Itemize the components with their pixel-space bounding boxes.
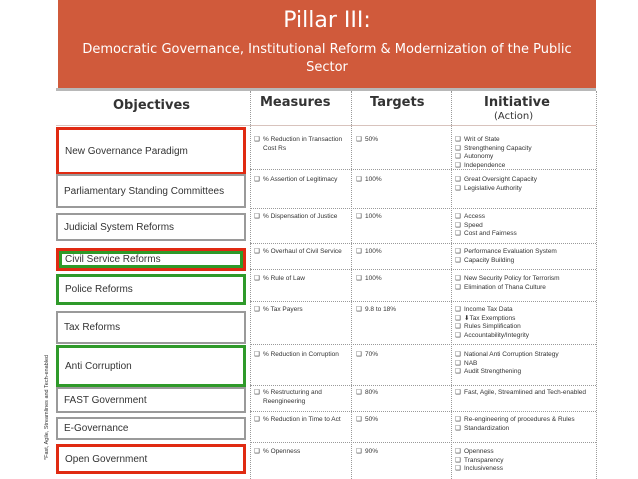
header-separator [56,125,596,126]
initiative-cell-text: Openness [464,448,494,455]
initiative-cell-text: Capacity Building [464,256,515,264]
checkbox-bullet-icon: ❑ [455,136,461,143]
initiative-cell-item [455,306,595,315]
checkbox-bullet-icon: ❑ [455,221,461,229]
checkbox-bullet-icon: ❑ [455,465,461,472]
measure-cell-item [254,213,349,222]
target-cell-item [356,136,448,145]
initiative-cell-text: Elimination of Thana Culture [464,283,546,291]
checkbox-bullet-icon: ❑ [254,275,260,282]
initiative-cell-item [455,389,595,398]
objective-box [56,417,246,440]
checkbox-bullet-icon: ❑ [254,248,260,255]
measure-cell [254,448,349,457]
initiative-cell-item [455,315,595,324]
objective-box [56,274,246,305]
objective-box [56,127,246,175]
initiative-cell [455,416,595,433]
initiative-cell-item [455,323,595,332]
column-divider [451,91,452,479]
checkbox-bullet-icon: ❑ [455,416,461,423]
checkbox-bullet-icon: ❑ [254,351,260,358]
measure-cell-text: % Reduction in Corruption [263,351,339,358]
initiative-cell-item [455,332,595,341]
initiative-cell-text: Fast, Agile, Streamlined and Tech-enabled [464,389,587,396]
checkbox-bullet-icon: ❑ [254,213,260,220]
target-cell [356,306,448,315]
target-cell [356,351,448,360]
initiative-cell-item [455,284,595,293]
measure-cell-text: % Reduction in Time to Act [263,416,341,423]
initiative-cell [455,248,595,265]
initiative-cell-text: Transparency [464,456,504,464]
checkbox-bullet-icon: ❑ [254,306,260,313]
objective-label: New Governance Paradigm [65,145,188,157]
checkbox-bullet-icon: ❑ [455,448,461,455]
initiative-cell-text: NAB [464,359,478,367]
initiative-cell-item [455,176,595,185]
side-note-text: *Fast, Agile, Streamlines and Tech-enabled [44,354,50,460]
initiative-cell [455,136,595,170]
measure-cell [254,248,349,257]
objective-label: Anti Corruption [65,360,132,372]
checkbox-bullet-icon: ❑ [455,351,461,358]
initiative-cell-item [455,448,595,457]
measure-cell-item [254,389,349,406]
target-cell-item [356,448,448,457]
measure-cell-text: % Restructuring and Reengineering [263,389,322,405]
measure-cell-item [254,306,349,315]
initiative-cell-item [455,136,595,145]
target-cell [356,416,448,425]
row-divider [250,344,596,345]
checkbox-bullet-icon: ❑ [356,389,362,396]
checkbox-bullet-icon: ❑ [455,424,461,432]
target-cell-text: 100% [365,176,382,183]
initiative-cell-text: Great Oversight Capacity [464,176,537,183]
initiative-cell-item [455,457,595,466]
objective-label: Parliamentary Standing Committees [64,185,225,197]
initiative-cell-item [455,162,595,171]
initiative-cell-text: ⬇Tax Exemptions [464,314,516,322]
checkbox-bullet-icon: ❑ [455,314,461,322]
measure-cell [254,306,349,315]
measure-cell-text: % Reduction in Transaction Cost Rs [263,136,343,152]
target-cell [356,389,448,398]
checkbox-bullet-icon: ❑ [455,256,461,264]
checkbox-bullet-icon: ❑ [455,323,461,330]
initiative-cell-item [455,360,595,369]
checkbox-bullet-icon: ❑ [356,213,362,220]
header-initiative-sub: (Action) [494,111,534,122]
initiative-cell-text: Cost and Fairness [464,230,517,237]
initiative-cell-text: Inclusiveness [464,465,504,472]
target-cell [356,448,448,457]
row-divider [250,269,596,270]
objective-label: Civil Service Reforms [65,254,161,265]
row-divider [250,243,596,244]
pillar-subtitle: Democratic Governance, Institutional Reform & Modernization of the Public Sector [82,42,572,75]
initiative-cell-text: Independence [464,161,506,169]
target-cell-item [356,351,448,360]
initiative-cell-text: Re-engineering of procedures & Rules [464,416,575,423]
objective-box [56,213,246,241]
header-initiative: Initiative [484,95,550,110]
initiative-cell-text: National Anti Corruption Strategy [464,351,559,358]
target-cell-text: 100% [365,213,382,220]
initiative-cell-text: Autonomy [464,153,494,160]
checkbox-bullet-icon: ❑ [356,448,362,455]
objective-label: E-Governance [64,423,129,434]
target-cell-item [356,416,448,425]
target-cell-text: 50% [365,136,379,143]
measure-cell [254,389,349,406]
checkbox-bullet-icon: ❑ [254,176,260,183]
target-cell [356,213,448,222]
objective-box [56,311,246,344]
measure-cell-text: % Dispensation of Justice [263,213,338,220]
checkbox-bullet-icon: ❑ [356,306,362,313]
title-banner [58,0,596,88]
checkbox-bullet-icon: ❑ [455,275,461,282]
checkbox-bullet-icon: ❑ [455,389,461,396]
column-divider [351,91,352,479]
initiative-cell-text: New Security Policy for Terrorism [464,275,560,282]
measure-cell-text: % Assertion of Legitimacy [263,176,338,183]
target-cell-item [356,389,448,398]
initiative-cell-text: Speed [464,221,483,229]
header-divider [56,88,596,91]
checkbox-bullet-icon: ❑ [356,351,362,358]
objective-box [56,345,246,387]
objective-box [56,248,246,271]
checkbox-bullet-icon: ❑ [455,331,461,339]
measure-cell [254,416,349,425]
checkbox-bullet-icon: ❑ [455,161,461,169]
initiative-cell [455,448,595,474]
row-divider [250,385,596,386]
initiative-cell-item [455,185,595,194]
initiative-cell-text: Audit Strengthening [464,368,522,375]
target-cell-text: 90% [365,448,379,455]
initiative-cell-text: Performance Evaluation System [464,248,557,255]
target-cell [356,176,448,185]
objective-label: Police Reforms [65,284,133,295]
column-divider [250,91,251,479]
measure-cell-item [254,248,349,257]
checkbox-bullet-icon: ❑ [356,275,362,282]
measure-cell-item [254,448,349,457]
objective-box [56,444,246,474]
initiative-cell-text: Income Tax Data [464,306,513,313]
initiative-cell-item [455,222,595,231]
objective-label: FAST Government [64,394,147,406]
initiative-cell-item [455,153,595,162]
initiative-cell [455,306,595,340]
initiative-cell-text: Rules Simplification [464,323,521,330]
header-measures: Measures [260,95,331,110]
checkbox-bullet-icon: ❑ [254,416,260,423]
column-divider [596,91,597,479]
initiative-cell-item [455,425,595,434]
checkbox-bullet-icon: ❑ [254,136,260,143]
initiative-cell-item [455,213,595,222]
row-divider [250,411,596,412]
initiative-cell [455,213,595,239]
initiative-cell [455,351,595,377]
initiative-cell-item [455,275,595,284]
checkbox-bullet-icon: ❑ [455,359,461,367]
checkbox-bullet-icon: ❑ [455,230,461,237]
checkbox-bullet-icon: ❑ [455,144,461,152]
checkbox-bullet-icon: ❑ [356,176,362,183]
pillar-title: Pillar III: [283,8,371,33]
target-cell-text: 50% [365,416,379,423]
checkbox-bullet-icon: ❑ [356,248,362,255]
checkbox-bullet-icon: ❑ [455,184,461,192]
measure-cell-text: % Overhaul of Civil Service [263,248,342,255]
checkbox-bullet-icon: ❑ [356,136,362,143]
header-targets: Targets [370,95,425,110]
objective-label: Open Government [65,453,148,465]
checkbox-bullet-icon: ❑ [455,176,461,183]
target-cell [356,248,448,257]
measure-cell-item [254,275,349,284]
initiative-cell-text: Access [464,213,485,220]
checkbox-bullet-icon: ❑ [455,153,461,160]
initiative-cell-text: Strengthening Capacity [464,144,532,152]
checkbox-bullet-icon: ❑ [455,368,461,375]
measure-cell-item [254,176,349,185]
initiative-cell-item [455,248,595,257]
initiative-cell [455,275,595,292]
initiative-cell-item [455,416,595,425]
initiative-cell-text: Writ of State [464,136,500,143]
checkbox-bullet-icon: ❑ [455,306,461,313]
initiative-cell-text: Legislative Authority [464,184,522,192]
initiative-cell-text: Accountability/Integrity [464,331,530,339]
initiative-cell [455,176,595,193]
initiative-cell-item [455,465,595,474]
header-objectives: Objectives [113,98,191,113]
target-cell [356,136,448,145]
initiative-cell-item [455,351,595,360]
initiative-cell-item [455,230,595,239]
target-cell-text: 70% [365,351,379,358]
target-cell-item [356,306,448,315]
measure-cell [254,275,349,284]
measure-cell [254,136,349,153]
measure-cell-text: % Tax Payers [263,306,303,313]
measure-cell [254,213,349,222]
initiative-cell [455,389,595,398]
measure-cell-item [254,351,349,360]
objective-box [56,174,246,208]
measure-cell [254,176,349,185]
target-cell-text: 100% [365,275,382,282]
target-cell-item [356,176,448,185]
checkbox-bullet-icon: ❑ [254,389,260,396]
row-divider [250,301,596,302]
measure-cell-text: % Openness [263,448,301,455]
checkbox-bullet-icon: ❑ [455,248,461,255]
target-cell-text: 9.8 to 18% [365,306,397,313]
initiative-cell-text: Standardization [464,424,510,432]
target-cell-item [356,275,448,284]
checkbox-bullet-icon: ❑ [356,416,362,423]
measure-cell-item [254,136,349,153]
target-cell-item [356,248,448,257]
initiative-cell-item [455,257,595,266]
initiative-cell-item [455,145,595,154]
checkbox-bullet-icon: ❑ [455,213,461,220]
row-divider [250,442,596,443]
objective-box [56,387,246,413]
checkbox-bullet-icon: ❑ [455,283,461,291]
checkbox-bullet-icon: ❑ [254,448,260,455]
initiative-cell-item [455,368,595,377]
measure-cell-text: % Rule of Law [263,275,305,282]
objective-label: Judicial System Reforms [64,221,175,233]
target-cell [356,275,448,284]
target-cell-text: 80% [365,389,379,396]
row-divider [250,208,596,209]
checkbox-bullet-icon: ❑ [455,456,461,464]
measure-cell-item [254,416,349,425]
target-cell-item [356,213,448,222]
measure-cell [254,351,349,360]
target-cell-text: 100% [365,248,382,255]
objective-label: Tax Reforms [64,322,121,333]
